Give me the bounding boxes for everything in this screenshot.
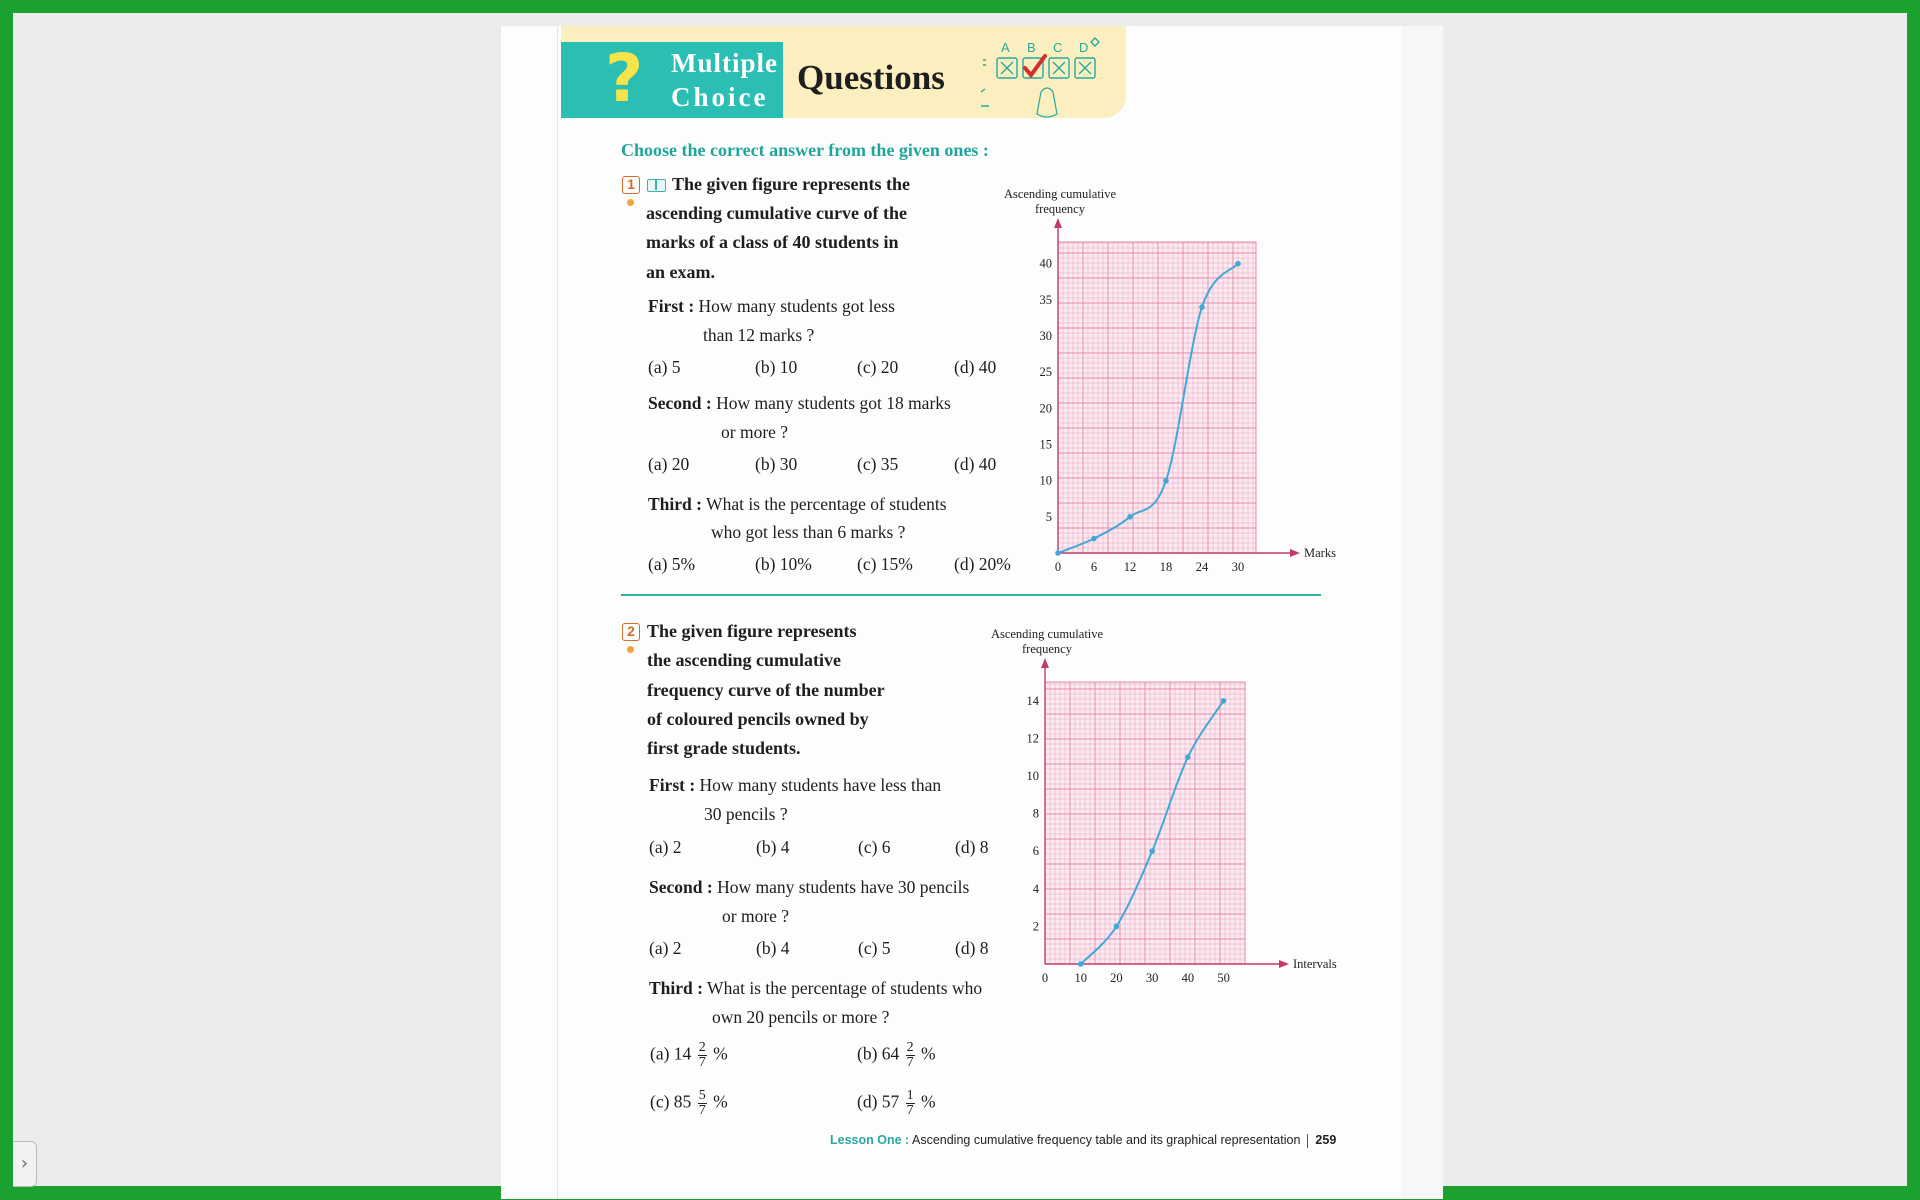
chart2-y-tick-label: 10: [1026, 769, 1039, 783]
q1-first-option-c[interactable]: (c) 20: [857, 357, 899, 377]
chart1-y-tick-label: 40: [1039, 256, 1052, 271]
chart1-y-tick-label: 5: [1045, 509, 1052, 524]
chart1-x-tick-label: 6: [1090, 560, 1098, 574]
letter-d: D: [1079, 40, 1089, 55]
q2-second-option-c[interactable]: (c) 5: [858, 938, 891, 958]
chart2-y-tick-label: 2: [1032, 919, 1039, 934]
chart1-y-tick-label: 10: [1039, 473, 1052, 488]
q2-first-line-1: [649, 771, 941, 800]
q2-second-option-a[interactable]: (a) 2: [649, 938, 682, 958]
q2-first-text: How many students have less than: [699, 775, 942, 795]
question-2-dot: [627, 646, 634, 653]
q2-third-option-b[interactable]: [857, 1041, 936, 1070]
option-c-percent: %: [713, 1091, 728, 1112]
q1-stem-line-3: marks of a class of 40 students in: [646, 232, 899, 252]
chart1-x-tick-label: 30: [1231, 560, 1245, 574]
footer-lesson: Lesson One :: [830, 1133, 910, 1147]
option-b-fraction: [906, 1041, 915, 1070]
q2-first-option-b[interactable]: (b) 4: [756, 837, 790, 857]
q2-second-option-d[interactable]: (d) 8: [955, 938, 989, 958]
q2-third-option-a[interactable]: [650, 1041, 728, 1070]
q2-stem-line-5: first grade students.: [647, 738, 801, 758]
chart1-data-point: [1199, 304, 1205, 310]
answer-boxes-icon: [989, 32, 1109, 124]
chart1-y-tick-label: 15: [1039, 437, 1052, 452]
chart-pencils-curve: [990, 622, 1337, 994]
option-b-whole: (b) 64: [857, 1043, 900, 1064]
page-title: Questions: [797, 58, 945, 97]
chart1-data-point: [1163, 478, 1169, 484]
q2-stem-line-4: of coloured pencils owned by: [647, 709, 869, 729]
option-b-denominator: 7: [906, 1055, 914, 1070]
q2-second-line-1: [649, 873, 969, 902]
chart2-x-tick-label: 10: [1074, 971, 1087, 985]
q2-third-option-d[interactable]: [857, 1089, 936, 1118]
q1-first-line-2: than 12 marks ?: [703, 325, 815, 345]
question-2-number: 2: [622, 623, 640, 641]
chart2-data-point: [1078, 961, 1084, 967]
instruction-text: Choose the correct answer from the given ones :: [621, 140, 989, 160]
page-shade: [1401, 26, 1443, 1199]
chart1-x-arrow: [1290, 549, 1300, 557]
chart2-data-point: [1149, 848, 1155, 854]
q2-stem-line-1: The given figure represents: [647, 621, 857, 641]
q2-second-option-b[interactable]: (b) 4: [756, 938, 790, 958]
option-d-percent: %: [921, 1091, 936, 1112]
option-a-percent: %: [713, 1043, 728, 1064]
option-a-numerator: 2: [698, 1040, 706, 1055]
chart2-x-tick-label: 30: [1145, 971, 1159, 985]
chart2-data-point: [1185, 754, 1191, 760]
q2-third-line-2: own 20 pencils or more ?: [712, 1007, 890, 1027]
option-a-denominator: 7: [698, 1055, 706, 1070]
chart2-x-tick-label: 50: [1217, 971, 1230, 985]
document-viewer: [13, 13, 1907, 1186]
expand-sidebar-button[interactable]: ›: [13, 1141, 37, 1187]
q2-third-line-1: [649, 974, 982, 1003]
chart2-x-tick-label: 20: [1110, 971, 1123, 985]
q2-first-line-2: 30 pencils ?: [704, 804, 788, 824]
chart2-y-tick-label: 4: [1032, 881, 1039, 896]
q1-second-option-d[interactable]: (d) 40: [954, 454, 997, 474]
q2-first-option-a[interactable]: (a) 2: [649, 837, 682, 857]
q1-stem-line-1: The given figure represents the: [672, 174, 910, 194]
chart1-x-tick-label: 12: [1123, 560, 1137, 574]
option-d-numerator: 1: [906, 1088, 914, 1103]
chart-marks-curve: [1001, 174, 1336, 574]
chart1-x-tick-label: 24: [1195, 560, 1209, 574]
q1-second-option-b[interactable]: (b) 30: [755, 454, 798, 474]
q1-third-line-1: [648, 490, 947, 519]
chart2-ylabel-line-1: Ascending cumulative: [990, 627, 1104, 641]
q1-stem-line-4: an exam.: [646, 262, 715, 282]
chart1-xlabel: Marks: [1304, 546, 1336, 560]
q1-second-label: Second :: [648, 393, 712, 413]
q1-second-text: How many students got 18 marks: [716, 393, 951, 413]
q1-third-option-c[interactable]: (c) 15%: [857, 554, 913, 574]
option-d-denominator: 7: [906, 1103, 914, 1118]
chart1-y-tick-label: 35: [1039, 292, 1052, 307]
chart1-data-point: [1127, 514, 1133, 520]
section-divider: [621, 594, 1321, 596]
q1-third-label: Third :: [648, 494, 702, 514]
chart1-plot-area: [1058, 242, 1256, 553]
q1-first-line-1: [648, 292, 895, 321]
q2-second-line-2: or more ?: [722, 906, 790, 926]
q2-first-option-c[interactable]: (c) 6: [858, 837, 891, 857]
option-c-numerator: 5: [698, 1088, 706, 1103]
chart2-data-point: [1114, 924, 1120, 930]
page-footer: [830, 1133, 1336, 1148]
q2-first-label: First :: [649, 775, 696, 795]
q1-first-option-b[interactable]: (b) 10: [755, 357, 798, 377]
option-c-denominator: 7: [698, 1103, 706, 1118]
chart1-y-tick-label: 20: [1039, 401, 1052, 416]
chart2-grid: [1045, 682, 1245, 964]
option-b-numerator: 2: [906, 1040, 914, 1055]
letter-b: B: [1027, 40, 1036, 55]
header-multiple: Multiple: [671, 48, 778, 78]
q1-third-text: What is the percentage of students: [706, 494, 947, 514]
page-edge: [557, 26, 558, 1199]
chart2-data-point: [1221, 698, 1227, 704]
q1-first-option-d[interactable]: (d) 40: [954, 357, 997, 377]
q1-second-line-1: [648, 389, 951, 418]
chart2-x-tick-label: 0: [1041, 971, 1049, 985]
q2-stem-line-2: the ascending cumulative: [647, 650, 842, 670]
q1-third-option-d[interactable]: (d) 20%: [954, 554, 1011, 574]
chart1-ylabel-line-2: frequency: [1035, 202, 1085, 216]
book-icon: [647, 179, 666, 192]
chart2-y-arrow: [1041, 658, 1049, 668]
option-d-fraction: [906, 1089, 915, 1118]
q1-first-label: First :: [648, 296, 695, 316]
chart2-y-tick-label: 12: [1026, 731, 1039, 746]
q1-second-line-2: or more ?: [721, 422, 789, 442]
option-c-fraction: [698, 1089, 707, 1118]
q1-third-option-b[interactable]: (b) 10%: [755, 554, 812, 574]
option-c-whole: (c) 85: [650, 1091, 692, 1112]
q2-first-option-d[interactable]: (d) 8: [955, 837, 989, 857]
chart1-x-tick-label: 18: [1159, 560, 1173, 574]
q1-stem-line-2: ascending cumulative curve of the: [646, 203, 907, 223]
option-a-whole: (a) 14: [650, 1043, 692, 1064]
chart2-xlabel: Intervals: [1293, 957, 1337, 971]
chart1-y-tick-label: 30: [1039, 329, 1052, 344]
chart2-ylabel-line-2: frequency: [1022, 642, 1072, 656]
letter-a: A: [1001, 40, 1010, 55]
question-1-number: 1: [622, 176, 640, 194]
letter-c: C: [1053, 40, 1063, 55]
q2-second-text: How many students have 30 pencils: [717, 877, 970, 897]
q1-second-option-a[interactable]: (a) 20: [648, 454, 690, 474]
header-choice: Choice: [671, 82, 769, 112]
q1-third-option-a[interactable]: (a) 5%: [648, 554, 696, 574]
q1-first-option-a[interactable]: (a) 5: [648, 357, 681, 377]
chart2-x-tick-label: 40: [1181, 971, 1195, 985]
q2-third-option-c[interactable]: [650, 1089, 728, 1118]
chart1-y-tick-label: 25: [1039, 365, 1052, 380]
q2-stem-line-3: frequency curve of the number: [647, 680, 885, 700]
q2-second-label: Second :: [649, 877, 713, 897]
question-1-dot: [627, 199, 634, 206]
footer-separator: [1307, 1134, 1308, 1148]
chart2-y-tick-label: 14: [1026, 693, 1039, 708]
chart1-x-tick-label: 0: [1054, 560, 1062, 574]
question-mark-icon: ?: [605, 40, 644, 117]
option-d-whole: (d) 57: [857, 1091, 900, 1112]
q1-third-line-2: who got less than 6 marks ?: [711, 522, 906, 542]
chart2-y-tick-label: 8: [1032, 806, 1039, 821]
q2-third-label: Third :: [649, 978, 703, 998]
chart1-data-point: [1235, 261, 1241, 267]
option-a-fraction: [698, 1041, 707, 1070]
page-number: 259: [1315, 1133, 1337, 1147]
q1-first-text: How many students got less: [698, 296, 895, 316]
chart1-data-point: [1055, 550, 1061, 556]
chart1-y-arrow: [1054, 218, 1062, 228]
q2-third-text: What is the percentage of students who: [707, 978, 983, 998]
textbook-page: [501, 26, 1443, 1199]
option-b-percent: %: [921, 1043, 936, 1064]
chart1-data-point: [1091, 536, 1097, 542]
footer-title: Ascending cumulative frequency table and its graphical representation: [911, 1133, 1301, 1147]
chart1-ylabel-line-1: Ascending cumulative: [1003, 187, 1117, 201]
q1-second-option-c[interactable]: (c) 35: [857, 454, 899, 474]
chart2-x-arrow: [1279, 960, 1289, 968]
chart2-y-tick-label: 6: [1032, 844, 1039, 859]
